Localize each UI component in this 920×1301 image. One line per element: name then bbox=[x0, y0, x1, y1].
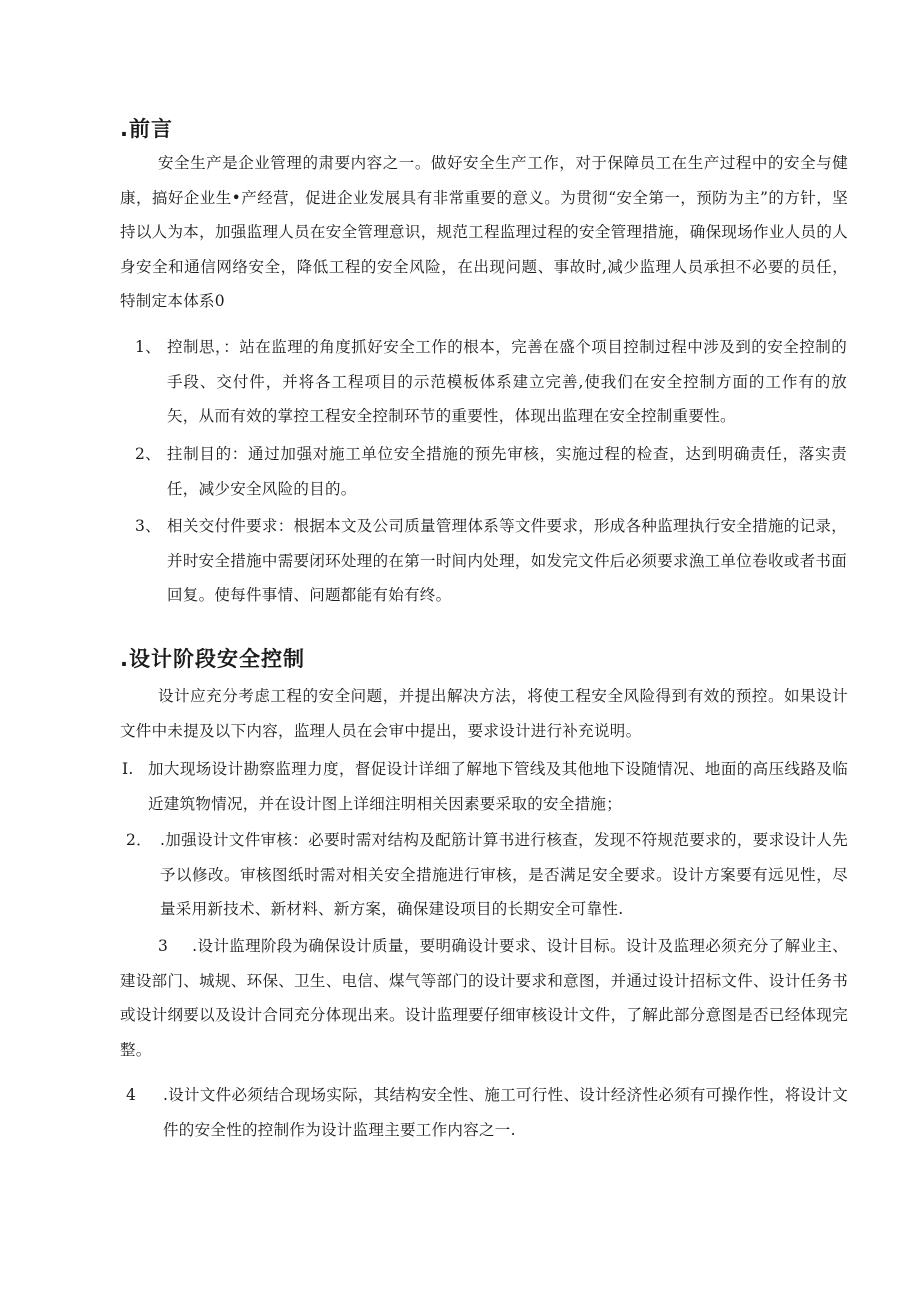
list-item-text: 相关交付件要求：根据本文及公司质量管理体系等文件要求，形成各种监理执行安全措施的记录，并时安全措施中需要闭环处理的在第一时间内处理，如发完文件后必须要求漁工单位卷收或者书面回复。使每件事情、问题都能有始有终。 bbox=[167, 517, 847, 604]
list-marker: 1、 bbox=[135, 338, 161, 356]
preface-list-item-2 bbox=[135, 437, 847, 506]
design-list-item-2 bbox=[126, 823, 848, 927]
design-list-item-3 bbox=[120, 929, 848, 1067]
list-marker: 4 bbox=[126, 1086, 137, 1104]
list-item-text: .加强设计文件审核：必要时需对结构及配筋计算书进行核查，发现不符规范要求的，要求设计人先予以修改。审核图纸时需对相关安全措施进行审核，是否满足安全要求。设计方案要有远见性，尽量采用新技术、新材料、新方案，确保建设项目的长期安全可靠性. bbox=[160, 831, 848, 918]
section-heading-design-safety: .设计阶段安全控制 bbox=[120, 647, 305, 671]
list-item-text: 控制思，：站在监理的角度抓好安全工作的根本，完善在盛个项目控制过程中涉及到的安全控制的手段、交付件，并将各工程项目的示范模板体系建立完善,使我们在安全控制方面的工作有的放矢，从而有效的掌控工程安全控制环节的重要性，体现出监理在安全控制重要性。 bbox=[167, 338, 847, 425]
list-item-text: .设计监理阶段为确保设计质量，要明确设计要求、设计目标。设计及监理必须充分了解业主、建设部门、城规、环保、卫生、电信、煤气等部门的设计要求和意图，并通过设计招标文件、设计任务书或设计纲要以及设计合同充分体现出来。设计监理要仔细审核设计文件，了解此部分意图是否已经体现完整。 bbox=[120, 937, 848, 1059]
list-marker: 3 bbox=[158, 937, 169, 955]
list-marker: 2． bbox=[126, 831, 152, 849]
preface-list-item-1 bbox=[135, 330, 847, 434]
section-heading-preface: .前言 bbox=[120, 117, 173, 141]
preface-intro-paragraph: 安全生产是企业管理的肃要内容之一。做好安全生产工作，对于保障员工在生产过程中的安全与健康，搞好企业生•产经营，促进企业发展具有非常重要的意义。为贯彻“安全第一，预防为主”的方针，坚持以人为本，加强监理人员在安全管理意识，规范工程监理过程的安全管理措施，确保现场作业人员的人身安全和通信网络安全，降低工程的安全风险，在出现问题、事故时,减少监理人员承担不必要的员任，特制定本体系0 bbox=[120, 154, 848, 310]
design-intro-paragraph: 设计应充分考虑工程的安全问题，并提出解决方法，将使工程安全风险得到有效的预控。如果设计文件中未提及以下内容，监理人员在会审中提出，要求设计进行补充说明。 bbox=[120, 687, 848, 740]
list-marker: I. bbox=[122, 760, 134, 778]
list-item-text: 拄制目的：通过加强对施工单位安全措施的预先审核，实施过程的检查，达到明确责任，落实责任，减少安全风险的目的。 bbox=[167, 445, 847, 498]
list-item-text: 加大现场设计勘察监理力度，督促设计详细了解地下管线及其他地下设随情况、地面的高压线路及临近建筑物情况，并在设计图上详细注明相关因素要采取的安全措施； bbox=[148, 760, 848, 813]
design-list-item-1 bbox=[122, 752, 848, 821]
design-list-item-4 bbox=[126, 1078, 848, 1147]
list-marker: 3、 bbox=[135, 517, 161, 535]
list-marker: 2、 bbox=[135, 445, 161, 463]
preface-list-item-3 bbox=[135, 509, 847, 613]
list-item-text: .设计文件必须结合现场实际，其结构安全性、施工可行性、设计经济性必须有可操作性，将设计文件的安全性的控制作为设计监理主要工作内容之一. bbox=[163, 1086, 848, 1139]
